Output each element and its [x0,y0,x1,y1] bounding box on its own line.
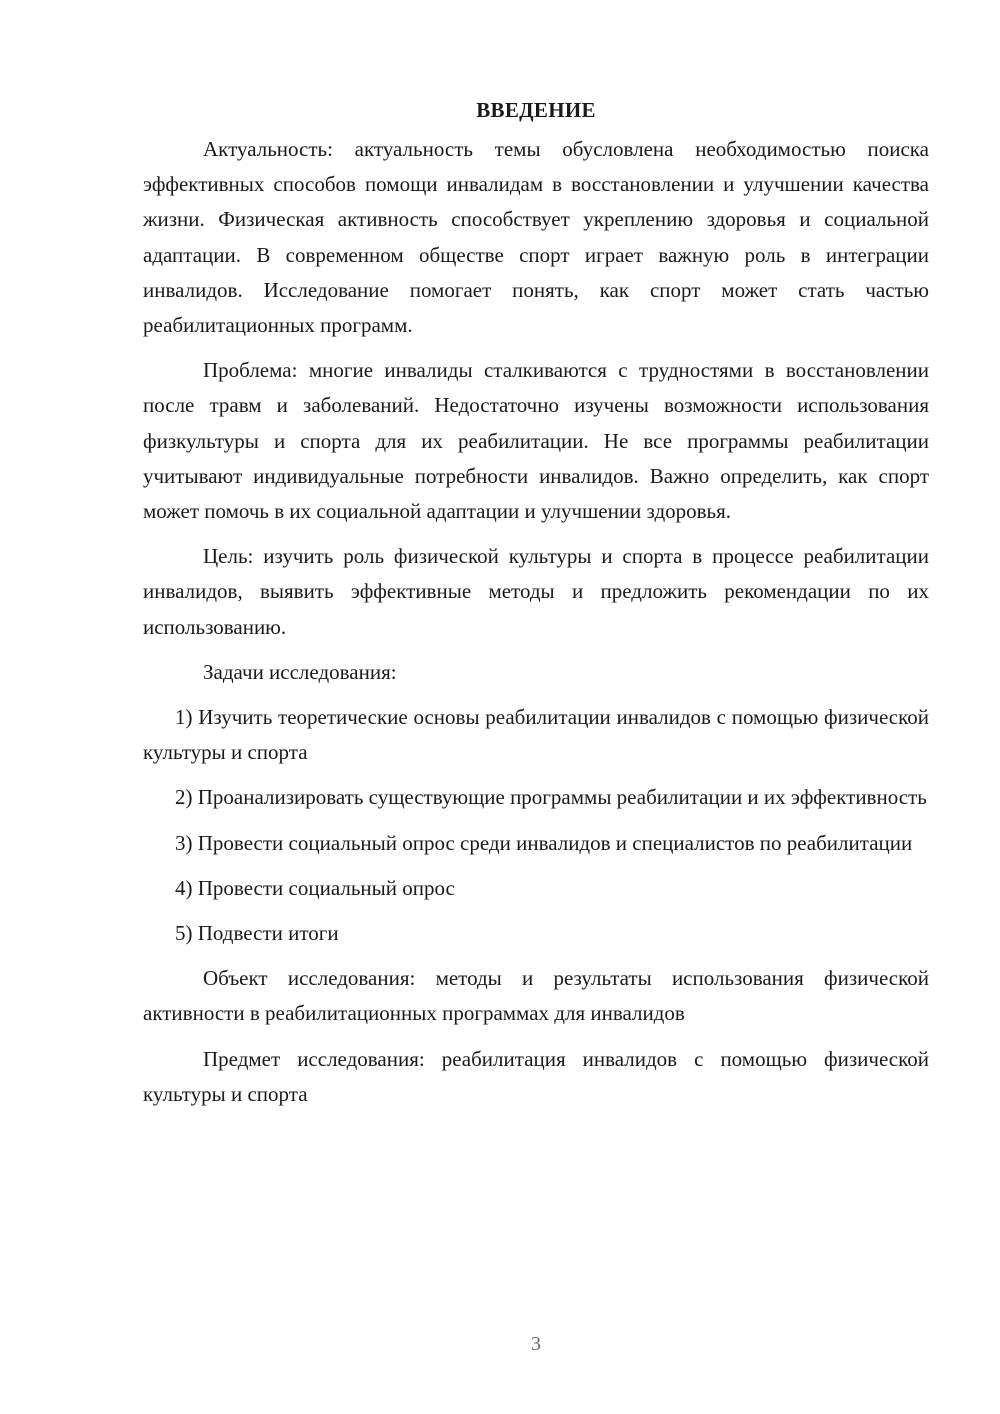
section-heading: ВВЕДЕНИЕ [476,98,596,122]
tasks-list [143,700,929,951]
task-item-1: 1) Изучить теоретические основы реабилитации инвалидов с помощью физической культуры и спорта [143,705,929,765]
task-item-4: 4) Провести социальный опрос [175,875,455,900]
subject-paragraph: Предмет исследования: реабилитация инвалидов с помощью физической культуры и спорта [143,1046,929,1106]
object-paragraph: Объект исследования: методы и результаты использования физической активности в реабилитационных программах для инвалидов [143,966,929,1026]
goal-paragraph: Цель: изучить роль физической культуры и спорта в процессе реабилитации инвалидов, выявить эффективные методы и предложить рекомендации по их использованию. [143,544,929,639]
problem-paragraph: Проблема: многие инвалиды сталкиваются с трудностями в восстановлении после травм и заболеваний. Недостаточно изучены возможности использования физкультуры и спорта для их реабилитации. Не все программы реабилитации учитывают индивидуальные потребности инвалидов. Важно определить, как спорт может помочь в их социальной адаптации и улучшении здоровья. [143,358,929,524]
task-item-5: 5) Подвести итоги [175,921,339,946]
task-item-3: 3) Провести социальный опрос среди инвалидов и специалистов по реабилитации [175,830,913,855]
tasks-heading: Задачи исследования: [203,659,397,684]
relevance-paragraph: Актуальность: актуальность темы обусловлена необходимостью поиска эффективных способов помощи инвалидам в восстановлении и улучшении качества жизни. Физическая активность способствует укреплению здоровья и социальной адаптации. В современном обществе спорт играет важную роль в интеграции инвалидов. Исследование помогает понять, как спорт может стать частью реабилитационных программ. [143,137,929,338]
page-content [143,92,929,1112]
page-number: 3 [531,1333,541,1355]
task-item-2: 2) Проанализировать существующие программы реабилитации и их эффективность [175,785,927,810]
